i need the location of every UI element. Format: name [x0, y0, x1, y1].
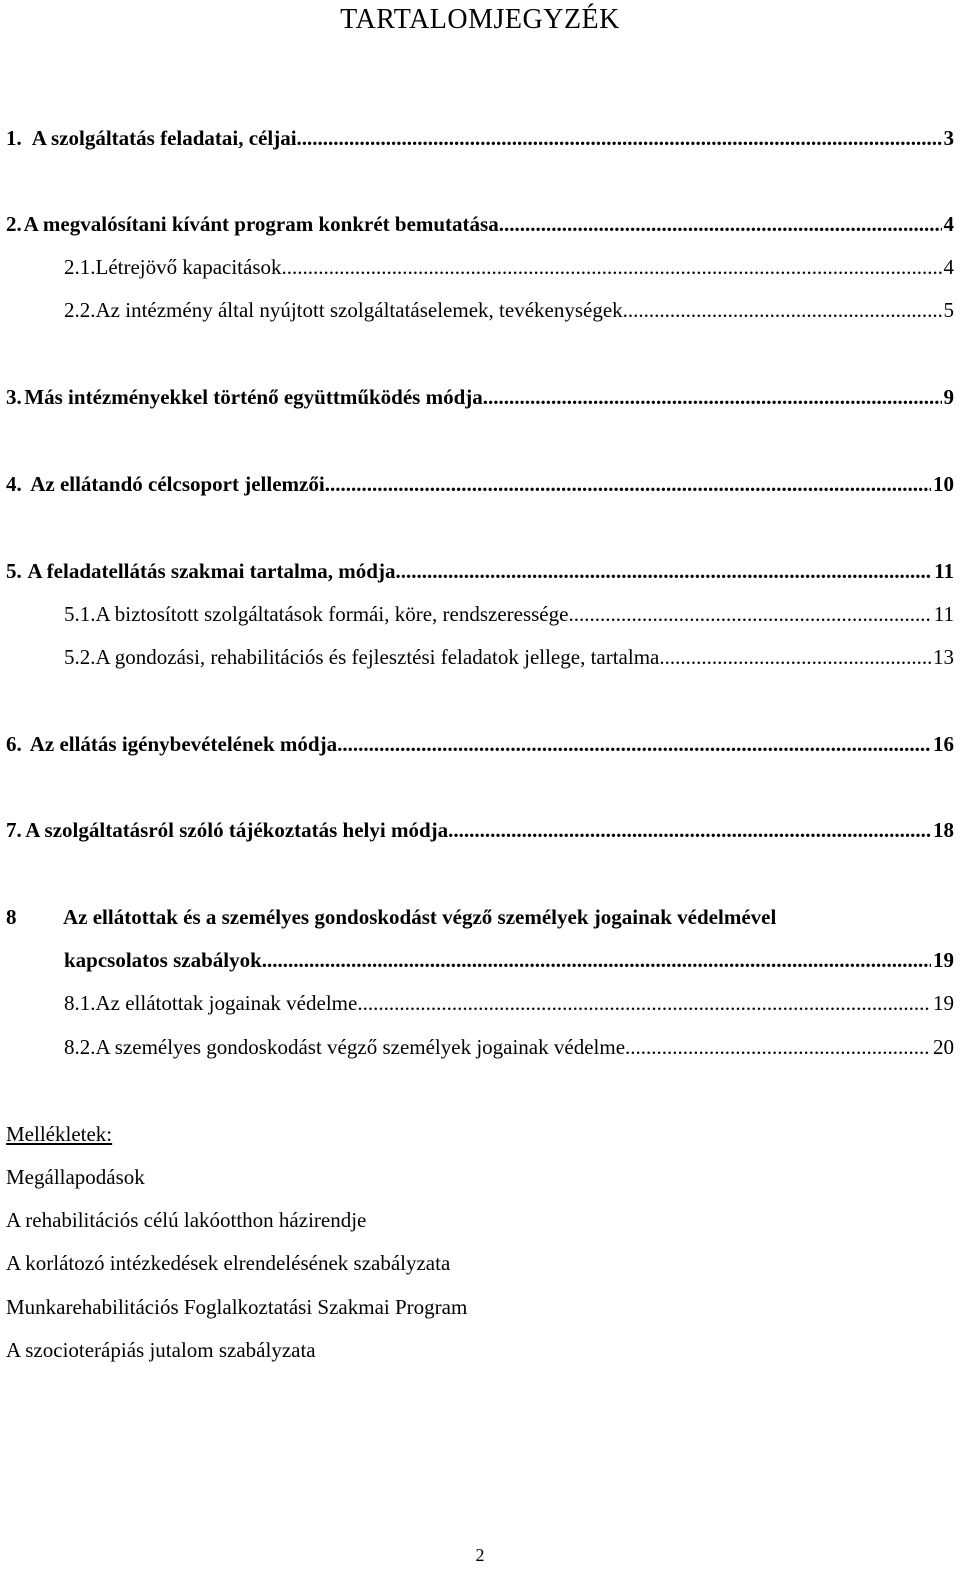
toc-entry-number: 3.: [6, 385, 22, 409]
toc-entry-7[interactable]: [6, 816, 954, 844]
toc-entry-page: 11: [934, 559, 954, 583]
toc-entry-page: 13: [933, 645, 954, 669]
toc-entry-page: 19: [933, 991, 954, 1015]
toc-entry-text: Más intézményekkel történő együttműködés módja: [24, 385, 483, 409]
toc-entry-number: 8: [6, 905, 17, 929]
toc-entry-text: A szolgáltatásról szóló tájékoztatás helyi módja: [25, 818, 449, 842]
toc-leader-dots: [325, 470, 931, 498]
toc-leader-dots: [395, 557, 932, 585]
annex-item: A szocioterápiás jutalom szabályzata: [6, 1338, 316, 1362]
toc-leader-dots: [483, 383, 942, 411]
toc-entry-5-2[interactable]: [64, 643, 954, 671]
toc-entry-page: 9: [943, 385, 954, 409]
toc-entry-number: 5.1.: [64, 602, 96, 626]
toc-entry-number: 2.2.: [64, 298, 96, 322]
toc-entry-page: 11: [933, 602, 954, 626]
toc-leader-dots: [623, 296, 942, 324]
annex-item: Munkarehabilitációs Foglalkoztatási Szakmai Program: [6, 1295, 468, 1319]
toc-entry-number: 6.: [6, 732, 22, 756]
toc-entry-2-2[interactable]: [64, 296, 954, 324]
toc-leader-dots: [262, 946, 931, 974]
toc-entry-number: 2.1.: [64, 255, 96, 279]
toc-entry-page: 16: [933, 732, 954, 756]
toc-entry-5-1[interactable]: [64, 600, 954, 628]
toc-entry-number: 7.: [6, 818, 22, 842]
toc-entry-text: A szolgáltatás feladatai, céljai: [31, 126, 297, 150]
toc-entry-page: 4: [943, 255, 954, 279]
toc-leader-dots: [659, 643, 931, 671]
toc-entry-text: A biztosított szolgáltatások formái, köre, rendszeressége: [95, 602, 569, 626]
toc-entry-number: 8.2.: [64, 1035, 96, 1059]
toc-entry-number: 4.: [6, 472, 22, 496]
toc-entry-text: Az ellátottak jogainak védelme: [95, 991, 358, 1015]
toc-entry-number: 2.: [6, 212, 22, 236]
toc-entry-page: 3: [943, 126, 954, 150]
toc-entry-text: Az ellátottak és a személyes gondoskodást végző személyek jogainak védelmével: [63, 905, 777, 929]
toc-leader-dots: [625, 1033, 931, 1061]
page-number: 2: [475, 1545, 485, 1565]
toc-entry-number: 1.: [6, 126, 22, 150]
toc-entry-text-continued: kapcsolatos szabályok: [64, 948, 262, 972]
toc-entry-number: 8.1.: [64, 991, 96, 1015]
toc-entry-text: Az intézmény által nyújtott szolgáltatáselemek, tevékenységek: [95, 298, 623, 322]
toc-entry-page: 19: [933, 948, 954, 972]
document-title: TARTALOMJEGYZÉK: [340, 4, 620, 35]
annex-item: A rehabilitációs célú lakóotthon házirendje: [6, 1208, 367, 1232]
toc-entry-page: 20: [933, 1035, 954, 1059]
toc-entry-page: 18: [933, 818, 954, 842]
toc-leader-dots: [448, 816, 931, 844]
toc-leader-dots: [282, 253, 942, 281]
toc-leader-dots: [568, 600, 931, 628]
annexes-heading: Mellékletek:: [6, 1122, 113, 1146]
toc-entry-4[interactable]: [6, 470, 954, 498]
toc-entry-number: 5.2.: [64, 645, 96, 669]
toc-entry-text: Az ellátás igénybevételének módja: [29, 732, 338, 756]
toc-entry-1[interactable]: [6, 124, 954, 152]
annex-item: Megállapodások: [6, 1165, 145, 1189]
toc-entry-page: 10: [933, 472, 954, 496]
toc-entry-8-line1[interactable]: [6, 903, 776, 931]
toc-entry-text: Az ellátandó célcsoport jellemzői: [30, 472, 325, 496]
toc-entry-8-1[interactable]: [64, 989, 954, 1017]
toc-entry-3[interactable]: [6, 383, 954, 411]
toc-leader-dots: [357, 989, 931, 1017]
toc-leader-dots: [337, 730, 931, 758]
toc-entry-8-line2[interactable]: [64, 946, 954, 974]
toc-entry-text: Létrejövő kapacitások: [95, 255, 282, 279]
toc-entry-8-2[interactable]: [64, 1033, 954, 1061]
toc-entry-number: 5.: [6, 559, 22, 583]
toc-entry-text: A megvalósítani kívánt program konkrét bemutatása: [23, 212, 499, 236]
toc-entry-6[interactable]: [6, 730, 954, 758]
toc-entry-5[interactable]: [6, 557, 954, 585]
toc-entry-page: 4: [943, 212, 954, 236]
toc-entry-page: 5: [943, 298, 954, 322]
toc-leader-dots: [499, 210, 942, 238]
toc-entry-text: A személyes gondoskodást végző személyek jogainak védelme: [95, 1035, 626, 1059]
toc-leader-dots: [297, 124, 942, 152]
toc-entry-text: A gondozási, rehabilitációs és fejlesztési feladatok jellege, tartalma: [95, 645, 660, 669]
toc-entry-2[interactable]: [6, 210, 954, 238]
toc-entry-text: A feladatellátás szakmai tartalma, módja: [27, 559, 396, 583]
toc-entry-2-1[interactable]: [64, 253, 954, 281]
annex-item: A korlátozó intézkedések elrendelésének szabályzata: [6, 1251, 451, 1275]
